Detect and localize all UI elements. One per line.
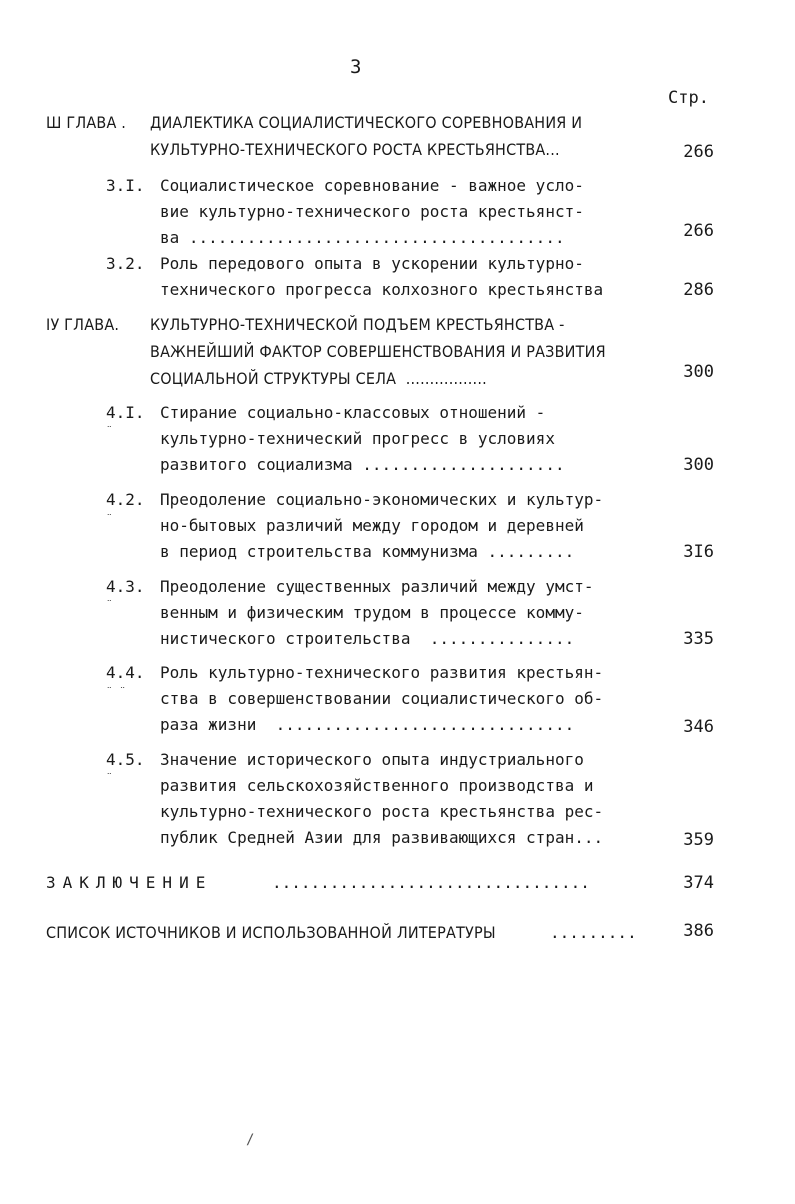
section-title-line: венным и физическим трудом в процессе комму- — [160, 603, 584, 622]
section-number: 3.2. — [106, 254, 145, 273]
section-title-line: Социалистическое соревнование - важное усло- — [160, 176, 584, 195]
section-number: 4.5. — [106, 750, 145, 769]
section-page: 359 — [683, 830, 714, 850]
chapter-label: Ш ГЛАВА . — [46, 113, 127, 132]
section-number: 4.4. — [106, 663, 145, 682]
page-column-header: Стр. — [668, 88, 709, 108]
section-page: 346 — [683, 717, 714, 737]
section-title-line: ства в совершенствовании социалистического об- — [160, 689, 604, 708]
section-title-line: Значение исторического опыта индустриального — [160, 750, 584, 769]
scan-speck: ¨ — [106, 512, 113, 525]
bibliography-dots: ......... — [550, 923, 637, 942]
chapter-title-line: ДИАЛЕКТИКА СОЦИАЛИСТИЧЕСКОГО СОРЕВНОВАНИЯ И — [150, 113, 583, 132]
scan-speck: ¨ — [106, 424, 113, 437]
section-title-line: Преодоление существенных различий между умст- — [160, 577, 594, 596]
section-page: 286 — [683, 280, 714, 300]
section-page: 300 — [683, 455, 714, 475]
chapter-label: IУ ГЛАВА. — [46, 315, 120, 334]
section-number: 4.I. — [106, 403, 145, 422]
section-title-line: технического прогресса колхозного крестьянства — [160, 280, 604, 299]
section-title-line: культурно-технического роста крестьянства рес- — [160, 802, 604, 821]
section-title-line: Роль передового опыта в ускорении культурно- — [160, 254, 584, 273]
section-title-line: нистического строительства ............... — [160, 629, 575, 648]
bibliography-page: 386 — [683, 921, 714, 941]
bibliography-label: СПИСОК ИСТОЧНИКОВ И ИСПОЛЬЗОВАННОЙ ЛИТЕРАТУРЫ — [46, 923, 496, 942]
scan-speck: ¨ — [106, 598, 113, 611]
scan-speck: ¨ ¨ — [106, 685, 126, 698]
section-number: 3.I. — [106, 176, 145, 195]
section-title-line: развития сельскохозяйственного производства и — [160, 776, 594, 795]
conclusion-dots: ................................. — [272, 873, 590, 892]
section-page: 3I6 — [683, 542, 714, 562]
chapter-title-line: КУЛЬТУРНО-ТЕХНИЧЕСКОГО РОСТА КРЕСТЬЯНСТВА... — [150, 140, 560, 159]
section-title-line: Роль культурно-технического развития крестьян- — [160, 663, 604, 682]
section-page: 335 — [683, 629, 714, 649]
section-title-line: раза жизни ............................... — [160, 715, 575, 734]
section-title-line: публик Средней Азии для развивающихся стран... — [160, 828, 604, 847]
conclusion-page: 374 — [683, 873, 714, 893]
page-number: 3 — [350, 56, 362, 78]
section-number: 4.3. — [106, 577, 145, 596]
section-title-line: но-бытовых различий между городом и деревней — [160, 516, 584, 535]
chapter-page: 266 — [683, 142, 714, 162]
section-title-line: развитого социализма ..................... — [160, 455, 565, 474]
chapter-title-line: КУЛЬТУРНО-ТЕХНИЧЕСКОЙ ПОДЪЕМ КРЕСТЬЯНСТВА - — [150, 315, 565, 334]
chapter-title-line: ВАЖНЕЙШИЙ ФАКТОР СОВЕРШЕНСТВОВАНИЯ И РАЗВИТИЯ — [150, 342, 606, 361]
chapter-page: 300 — [683, 362, 714, 382]
scan-speck: / — [246, 1132, 255, 1148]
scan-speck: ¨ — [106, 771, 113, 784]
section-title-line: вие культурно-технического роста крестьянст- — [160, 202, 584, 221]
section-title-line: в период строительства коммунизма ......... — [160, 542, 575, 561]
conclusion-label: ЗАКЛЮЧЕНИЕ — [46, 873, 213, 892]
section-page: 266 — [683, 221, 714, 241]
section-title-line: ва ....................................... — [160, 228, 565, 247]
section-number: 4.2. — [106, 490, 145, 509]
section-title-line: Стирание социально-классовых отношений - — [160, 403, 546, 422]
chapter-title-line: СОЦИАЛЬНОЙ СТРУКТУРЫ СЕЛА ................. — [150, 369, 487, 388]
section-title-line: Преодоление социально-экономических и культур- — [160, 490, 604, 509]
section-title-line: культурно-технический прогресс в условиях — [160, 429, 555, 448]
